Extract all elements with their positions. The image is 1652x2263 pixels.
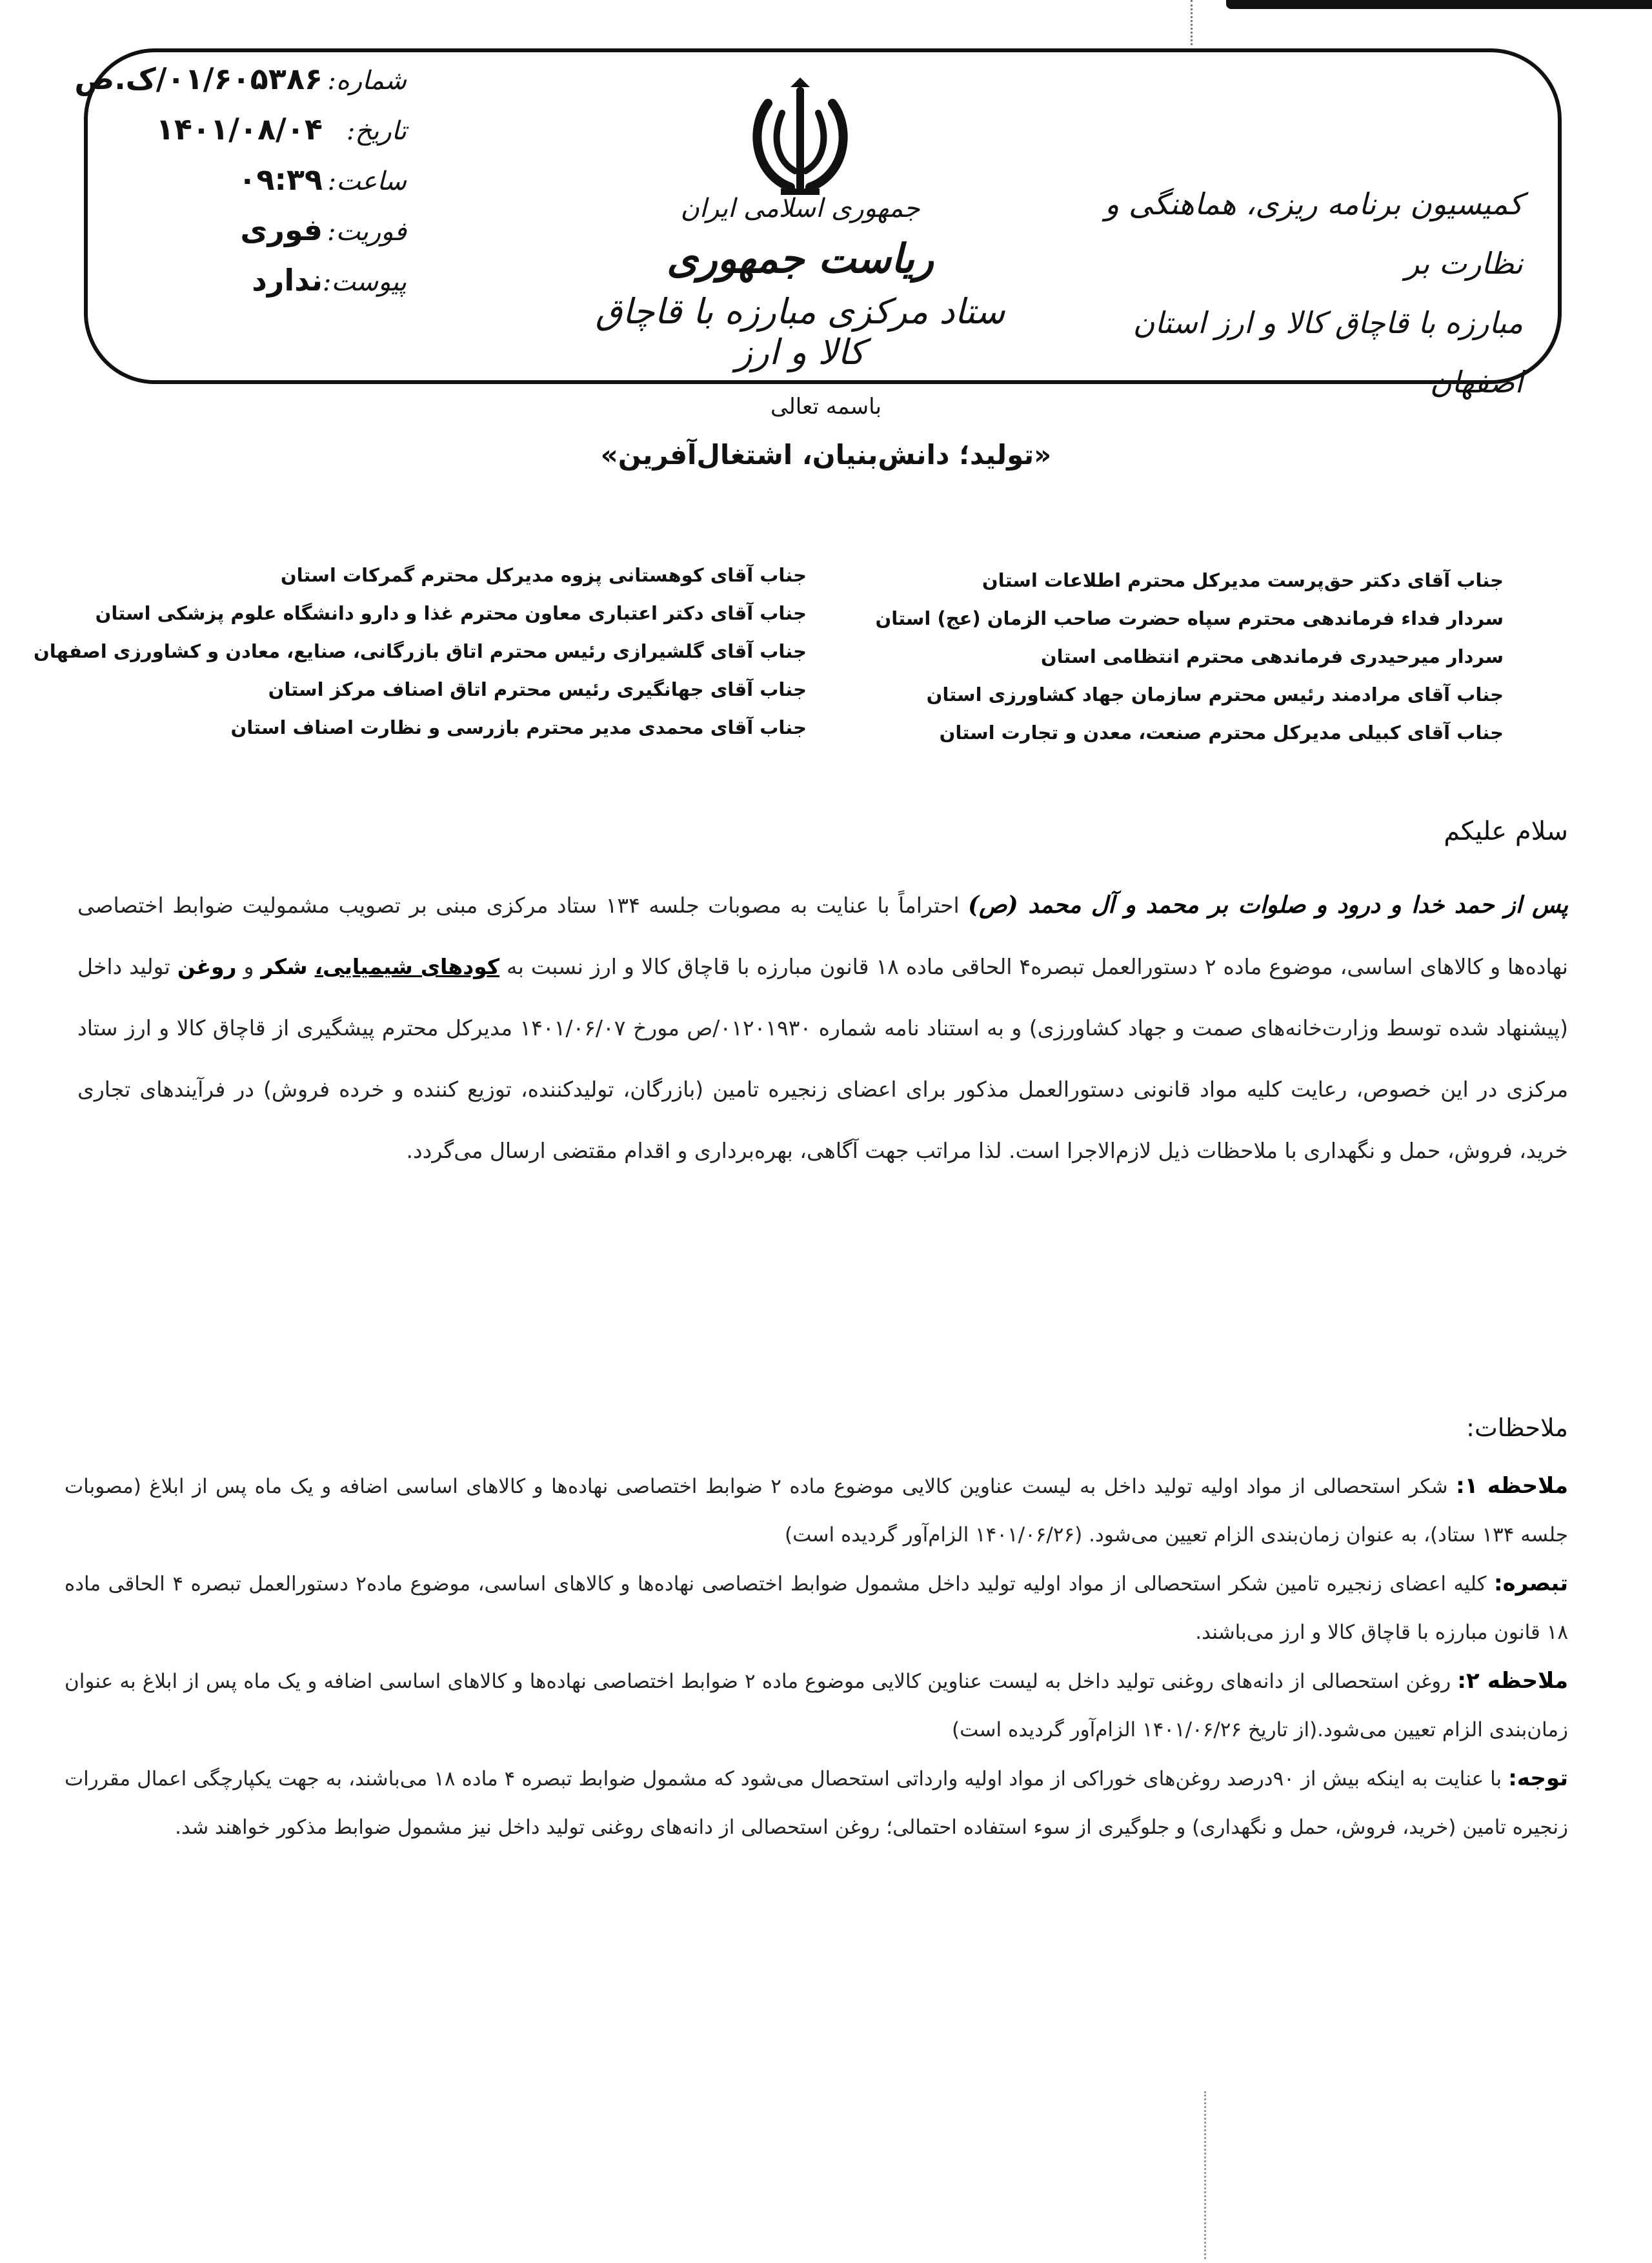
meta-date [71, 112, 407, 162]
body-and: و [243, 954, 254, 979]
commission-line-1: کمیسیون برنامه ریزی، هماهنگی و نظارت بر [1105, 187, 1523, 281]
meta-value: ندارد [252, 263, 323, 298]
highlight-chemical-fertilizers: کودهای شیمیایی، [314, 954, 500, 979]
top-tick-mark [1191, 0, 1194, 45]
note-label: ملاحظه ۱: [1456, 1473, 1568, 1499]
note-label: تبصره: [1494, 1570, 1568, 1596]
meta-priority [71, 212, 407, 263]
recipient: جناب آقای محمدی مدیر محترم بازرسی و نظارت اصناف استان [230, 716, 807, 738]
meta-value: ۰۱/۶۰۵۳۸۶/ک.ص [74, 61, 323, 96]
meta-value: فوری [240, 212, 323, 247]
recipient: سردار فداء فرماندهی محترم سپاه حضرت صاحب الزمان (عج) استان [875, 607, 1504, 629]
note-item [65, 1657, 1568, 1754]
meta-label: پیوست: [322, 267, 407, 297]
note-text: شکر استحصالی از مواد اولیه تولید داخل به لیست عناوین کالایی موضوع ماده ۲ ضوابط اختصاصی نهاده‌ها و کالاهای اساسی اضافه و یک ماه پس از ابلاغ (مصوبات جلسه ۱۳۴ ستاد)، به عنوان زمان‌بندی الزام تعیین می‌شود. (۱۴۰۱/۰۶/۲۶ الزام‌آور گردیده است) [65, 1475, 1568, 1547]
recipient: جناب آقای کوهستانی پزوه مدیرکل محترم گمرکات استان [280, 564, 807, 586]
recipient: جناب آقای دکتر اعتباری معاون محترم غذا و دارو دانشگاه علوم پزشکی استان [95, 602, 807, 624]
recipient: جناب آقای جهانگیری رئیس محترم اتاق اصناف مرکز استان [268, 678, 807, 700]
note-text: روغن استحصالی از دانه‌های روغنی تولید داخل به لیست عناوین کالایی موضوع ماده ۲ ضوابط اختصاصی نهاده‌ها و کالاهای اساسی اضافه و یک ماه پس از ابلاغ به عنوان زمان‌بندی الزام تعیین می‌شود.(از تاریخ ۱۴۰۱/۰۶/۲۶ الزام‌آور گردیده است) [65, 1670, 1568, 1741]
meta-label: فوریت: [327, 217, 407, 247]
republic-label: جمهوری اسلامی ایران [680, 194, 920, 223]
hq-label: ستاد مرکزی مبارزه با قاچاق کالا و ارز [595, 291, 1005, 372]
recipients-list-right [858, 562, 1504, 752]
iran-emblem-icon [742, 77, 858, 207]
commission-line-2: مبارزه با قاچاق کالا و ارز استان اصفهان [1133, 305, 1523, 400]
meta-label: شماره: [327, 66, 407, 96]
note-text: با عنایت به اینکه بیش از ۹۰درصد روغن‌های خوراکی از مواد اولیه وارداتی استحصال می‌شود که مشمول ضوابط تبصره ۴ ماده ۱۸ می‌باشند، به جهت یکپارچگی اعمال مقررات زنجیره تامین (خرید، فروش، حمل و نگهداری) و جلوگیری از سوء استفاده احتمالی؛ روغن استحصالی از دانه‌های روغنی تولید داخل نیز مشمول ضوابط مذکور خواهند شد. [65, 1767, 1568, 1839]
recipient: جناب آقای کبیلی مدیرکل محترم صنعت، معدن و تجارت استان [939, 722, 1504, 744]
bismillah: باسمه تعالی [771, 394, 881, 420]
notes-title: ملاحظات: [1466, 1414, 1568, 1442]
letterhead-center [594, 194, 1007, 372]
recipient: جناب آقای گلشیرازی رئیس محترم اتاق بازرگانی، صنایع، معادن و کشاورزی اصفهان [34, 640, 807, 662]
recipients-list-left [34, 556, 807, 747]
meta-time [71, 162, 407, 212]
meta-attachment [71, 263, 407, 313]
body-text-2: تولید داخل (پیشنهاد شده توسط وزارت‌خانه‌های صمت و جهاد کشاورزی) و به استناد نامه شماره ۰۱۲۰۱۹۳۰/ص مورخ ۱۴۰۱/۰۶/۰۷ مدیرکل محترم پیشگیری از قاچاق کالا و ارز ستاد مرکزی در این خصوص، رعایت کلیه مواد قانونی دستورالعمل مذکور برای اعضای زنجیره تامین (بازرگان، تولیدکننده، توزیع کننده و خرده فروش) در فرآیندهای تجاری خرید، فروش، حمل و نگهداری با ملاحظات ذیل لازم‌الاجرا است. لذا مراتب جهت آگاهی، بهره‌برداری و اقدام مقتضی ارسال می‌گردد. [77, 954, 1568, 1163]
meta-value: ۰۹:۳۹ [238, 162, 323, 197]
meta-label: ساعت: [327, 167, 407, 196]
note-item [65, 1754, 1568, 1852]
year-motto: «تولید؛ دانش‌بنیان، اشتغال‌آفرین» [600, 439, 1052, 471]
note-text: کلیه اعضای زنجیره تامین شکر استحصالی از مواد اولیه تولید داخل مشمول ضوابط اختصاصی نهاده‌ها و کالاهای اساسی، موضوع ماده۲ دستورالعمل تبصره ۴ الحاقی ماده ۱۸ قانون مبارزه با قاچاق کالا و ارز می‌باشند. [65, 1572, 1568, 1644]
recipient: جناب آقای دکتر حق‌پرست مدیرکل محترم اطلاعات استان [982, 569, 1504, 591]
highlight-sugar: شکر [261, 954, 308, 979]
top-border-line [1226, 0, 1652, 9]
commission-title [1032, 174, 1523, 412]
body-text-1: احتراماً با عنایت به مصوبات جلسه ۱۳۴ ستاد مرکزی مبنی بر تصویب مشمولیت ضوابط اختصاصی نهاده‌ها و کالاهای اساسی، موضوع ماده ۲ دستورالعمل تبصره۴ الحاقی ماده ۱۸ قانون مبارزه با قاچاق کالا و ارز نسبت به [77, 893, 1568, 979]
greeting: سلام علیکم [1444, 817, 1568, 846]
presidency-label: ریاست جمهوری [667, 235, 934, 282]
meta-label: تاریخ: [346, 116, 407, 146]
note-label: ملاحظه ۲: [1457, 1668, 1568, 1694]
notes-list [65, 1462, 1568, 1852]
note-item [65, 1559, 1568, 1657]
highlight-oil: روغن [177, 954, 237, 979]
scan-dotted-mark [1204, 2091, 1206, 2259]
meta-number [71, 61, 407, 112]
letter-meta [71, 61, 407, 313]
note-item [65, 1462, 1568, 1559]
praise-phrase: پس از حمد خدا و درود و صلوات بر محمد و آل محمد (ص) [968, 891, 1568, 918]
meta-value: ۱۴۰۱/۰۸/۰۴ [156, 112, 323, 147]
recipient: جناب آقای مرادمند رئیس محترم سازمان جهاد کشاورزی استان [926, 684, 1504, 705]
recipient: سردار میرحیدری فرماندهی محترم انتظامی استان [1040, 645, 1504, 667]
note-label: توجه: [1508, 1765, 1569, 1791]
letter-body [77, 875, 1568, 1181]
